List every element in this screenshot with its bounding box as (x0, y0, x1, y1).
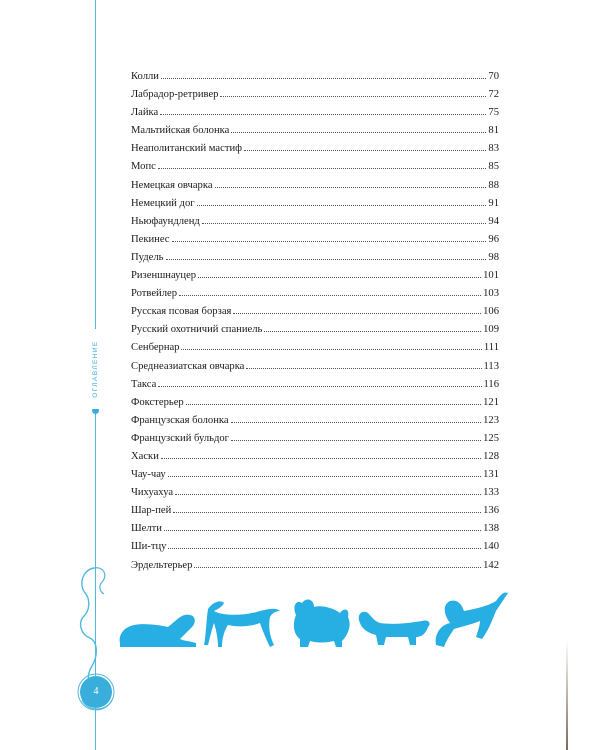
toc-entry-page: 81 (488, 125, 499, 137)
toc-entry-page: 103 (483, 288, 499, 300)
toc-row[interactable] (131, 466, 499, 484)
toc-row[interactable] (131, 358, 499, 376)
greyhound-icon (204, 601, 280, 647)
toc-leader-dots (231, 439, 481, 441)
toc-entry-title: Ротвейлер (131, 288, 178, 300)
playing-dog-icon (436, 592, 508, 647)
toc-entry-page: 83 (488, 143, 499, 155)
toc-row[interactable] (131, 520, 499, 538)
toc-entry-page: 123 (483, 414, 499, 426)
toc-entry-page: 96 (488, 233, 499, 245)
toc-entry-title: Пекинес (131, 233, 170, 245)
toc-leader-dots (179, 294, 481, 296)
toc-leader-dots (202, 222, 487, 224)
dog-silhouettes (110, 585, 510, 650)
toc-leader-dots (231, 421, 482, 423)
toc-leader-dots (161, 457, 481, 459)
toc-entry-title: Фокстерьер (131, 396, 184, 408)
toc-leader-dots (168, 475, 481, 477)
fluffy-dog-icon (294, 600, 350, 647)
toc-entry-page: 75 (488, 107, 499, 119)
toc-entry-title: Пудель (131, 251, 164, 263)
toc-leader-dots (158, 167, 487, 169)
toc-entry-page: 138 (483, 523, 499, 535)
toc-leader-dots (197, 204, 487, 206)
toc-entry-page: 113 (483, 360, 499, 372)
toc-entry-page: 136 (483, 505, 499, 517)
toc-entry-page: 142 (483, 559, 499, 571)
toc-entry-page: 128 (483, 450, 499, 462)
toc-leader-dots (168, 547, 481, 549)
toc-leader-dots (160, 113, 486, 115)
toc-leader-dots (181, 348, 481, 350)
section-label: ОГЛАВЛЕНИЕ (91, 329, 101, 409)
toc-entry-title: Сенбернар (131, 342, 180, 354)
toc-row[interactable] (131, 484, 499, 502)
toc-row[interactable] (131, 430, 499, 448)
toc-row[interactable] (131, 557, 499, 575)
toc-leader-dots (173, 511, 481, 513)
toc-entry-title: Немецкая овчарка (131, 179, 213, 191)
table-of-contents (131, 68, 499, 575)
toc-row[interactable] (131, 285, 499, 303)
toc-leader-dots (246, 367, 481, 369)
toc-leader-dots (194, 566, 481, 568)
toc-row[interactable] (131, 339, 499, 357)
toc-entry-page: 98 (488, 251, 499, 263)
toc-entry-title: Ризеншнауцер (131, 270, 197, 282)
toc-entry-title: Русский охотничий спаниель (131, 324, 263, 336)
toc-entry-page: 70 (488, 71, 499, 82)
toc-entry-page: 106 (483, 306, 499, 318)
toc-entry-title: Немецкий дог (131, 197, 195, 209)
toc-entry-page: 85 (488, 161, 499, 173)
toc-entry-title: Мопс (131, 161, 156, 173)
toc-entry-title: Колли (131, 71, 159, 82)
toc-entry-title: Мальтийская болонка (131, 125, 230, 137)
toc-entry-page: 131 (483, 469, 499, 481)
toc-leader-dots (166, 258, 487, 260)
toc-row[interactable] (131, 538, 499, 556)
toc-row[interactable] (131, 249, 499, 267)
toc-row[interactable] (131, 448, 499, 466)
toc-row[interactable] (131, 158, 499, 176)
toc-row[interactable] (131, 68, 499, 86)
toc-entry-title: Лайка (131, 107, 159, 119)
toc-entry-title: Среднеазиатская овчарка (131, 360, 245, 372)
toc-leader-dots (164, 529, 481, 531)
toc-entry-page: 109 (483, 324, 499, 336)
toc-entry-title: Чау-чау (131, 469, 166, 481)
toc-leader-dots (186, 403, 481, 405)
toc-row[interactable] (131, 303, 499, 321)
toc-row[interactable] (131, 104, 499, 122)
toc-entry-title: Такса (131, 378, 157, 390)
toc-entry-page: 101 (483, 270, 499, 282)
toc-entry-title: Французская болонка (131, 414, 229, 426)
toc-entry-title: Неаполитанский мастиф (131, 143, 242, 155)
toc-leader-dots (264, 330, 481, 332)
toc-leader-dots (215, 186, 487, 188)
toc-row[interactable] (131, 86, 499, 104)
toc-row[interactable] (131, 376, 499, 394)
toc-entry-title: Чихуахуа (131, 487, 174, 499)
toc-entry-title: Русская псовая борзая (131, 306, 232, 318)
toc-leader-dots (220, 95, 486, 97)
toc-leader-dots (244, 149, 486, 151)
toc-entry-page: 121 (483, 396, 499, 408)
toc-entry-page: 91 (488, 197, 499, 209)
toc-entry-page: 72 (488, 89, 499, 101)
toc-leader-dots (158, 385, 481, 387)
toc-entry-title: Эрдельтерьер (131, 559, 193, 571)
toc-row[interactable] (131, 321, 499, 339)
page-edge-shadow (566, 640, 568, 750)
toc-entry-page: 133 (483, 487, 499, 499)
toc-entry-title: Ши-тцу (131, 541, 167, 553)
toc-entry-page: 140 (483, 541, 499, 553)
toc-row[interactable] (131, 140, 499, 158)
toc-leader-dots (172, 240, 487, 242)
toc-entry-title: Хаски (131, 450, 159, 462)
toc-entry-title: Французский бульдог (131, 432, 229, 444)
toc-row[interactable] (131, 267, 499, 285)
toc-row[interactable] (131, 394, 499, 412)
toc-row[interactable] (131, 412, 499, 430)
dachshund-icon (359, 612, 430, 645)
toc-leader-dots (161, 77, 486, 79)
toc-entry-title: Шар-пей (131, 505, 172, 517)
toc-row[interactable] (131, 177, 499, 195)
toc-entry-page: 88 (488, 179, 499, 191)
toc-entry-page: 125 (483, 432, 499, 444)
toc-row[interactable] (131, 502, 499, 520)
toc-row[interactable] (131, 231, 499, 249)
toc-entry-title: Шелти (131, 523, 162, 535)
toc-entry-page: 94 (488, 215, 499, 227)
toc-leader-dots (233, 312, 481, 314)
toc-entry-title: Ньюфаундленд (131, 215, 200, 227)
toc-leader-dots (198, 276, 481, 278)
toc-row[interactable] (131, 122, 499, 140)
lying-dog-icon (120, 615, 196, 647)
page-number: 4 (93, 686, 99, 697)
toc-leader-dots (231, 131, 486, 133)
toc-leader-dots (175, 493, 481, 495)
toc-row[interactable] (131, 213, 499, 231)
toc-entry-page: 116 (483, 378, 499, 390)
toc-entry-page: 111 (483, 342, 499, 354)
toc-entry-title: Лабрадор-ретривер (131, 89, 219, 101)
toc-row[interactable] (131, 195, 499, 213)
